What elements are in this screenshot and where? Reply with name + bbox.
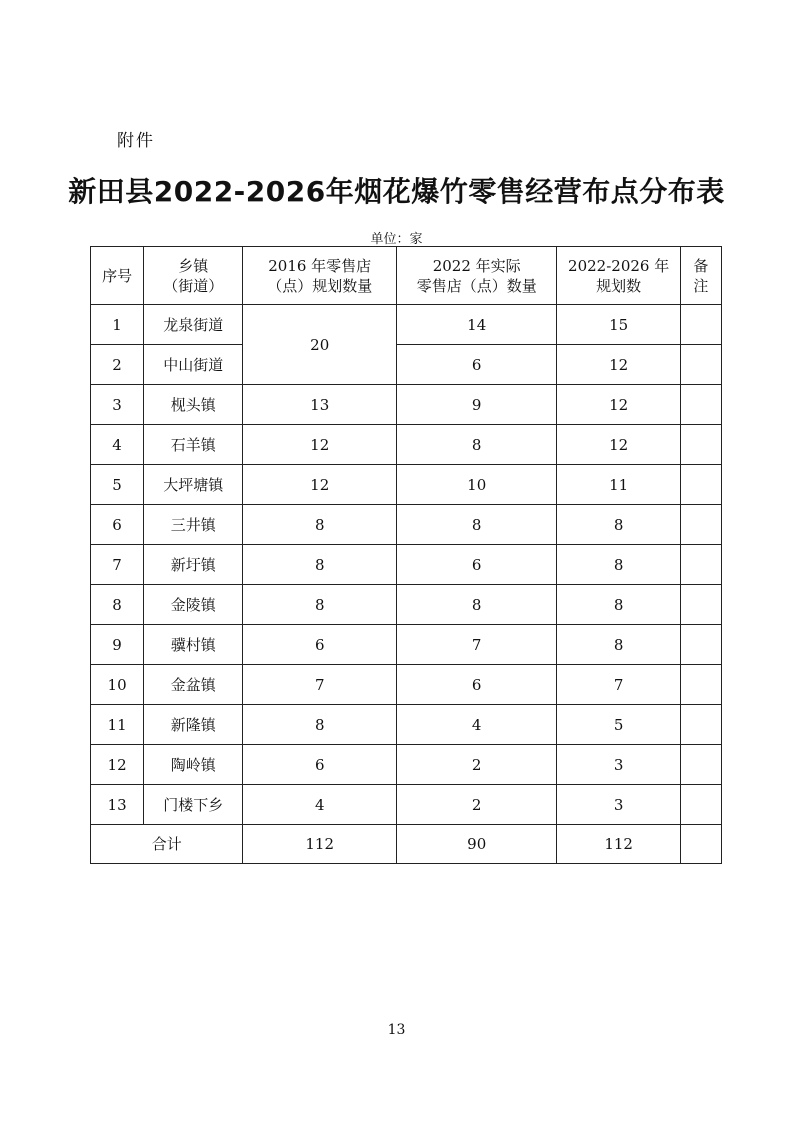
table-row (91, 545, 722, 585)
header-town (144, 247, 243, 305)
table-row (91, 585, 722, 625)
cell-note (680, 345, 721, 385)
cell-planned-2022-2026: 12 (557, 345, 680, 385)
table-row (91, 745, 722, 785)
cell-town: 大坪塘镇 (144, 465, 243, 505)
cell-no: 1 (91, 305, 144, 345)
cell-note (680, 585, 721, 625)
header-planned-2016-line: 2016 年零售店 (268, 256, 372, 275)
cell-no: 2 (91, 345, 144, 385)
cell-planned-2022-2026: 8 (557, 585, 680, 625)
cell-note (680, 785, 721, 825)
cell-actual-2022: 8 (396, 425, 557, 465)
cell-planned-2016: 4 (243, 785, 396, 825)
cell-planned-2022-2026: 8 (557, 545, 680, 585)
cell-note (680, 545, 721, 585)
header-planned-2016 (243, 247, 396, 305)
table-row (91, 505, 722, 545)
cell-note (680, 465, 721, 505)
cell-note (680, 505, 721, 545)
header-no: 序号 (91, 247, 144, 305)
cell-town: 新圩镇 (144, 545, 243, 585)
table-row (91, 625, 722, 665)
cell-town: 龙泉街道 (144, 305, 243, 345)
cell-town: 新隆镇 (144, 705, 243, 745)
cell-planned-2022-2026: 5 (557, 705, 680, 745)
cell-no: 9 (91, 625, 144, 665)
cell-town: 金盆镇 (144, 665, 243, 705)
header-actual-2022-line: 零售店（点）数量 (416, 276, 537, 295)
table-row (91, 425, 722, 465)
header-note-line: 注 (693, 276, 709, 295)
cell-planned-2022-2026: 12 (557, 425, 680, 465)
cell-planned-2022-2026: 3 (557, 785, 680, 825)
table-row (91, 665, 722, 705)
table-row (91, 345, 722, 385)
cell-town: 枧头镇 (144, 385, 243, 425)
cell-planned-2022-2026: 8 (557, 505, 680, 545)
cell-planned-2022-2026: 3 (557, 745, 680, 785)
header-planned-2016-line: （点）规划数量 (267, 276, 373, 295)
cell-actual-2022: 8 (396, 505, 557, 545)
cell-town: 石羊镇 (144, 425, 243, 465)
cell-actual-2022: 6 (396, 665, 557, 705)
cell-planned-2022-2026: 11 (557, 465, 680, 505)
cell-town: 骥村镇 (144, 625, 243, 665)
attachment-label: 附件 (117, 131, 155, 151)
header-planned-2022-2026-line: 2022-2026 年 (568, 256, 670, 275)
cell-actual-2022: 10 (396, 465, 557, 505)
distribution-table (90, 246, 722, 864)
header-town-line: （街道） (163, 276, 224, 295)
cell-town: 陶岭镇 (144, 745, 243, 785)
cell-actual-2022: 6 (396, 545, 557, 585)
cell-planned-2022-2026: 12 (557, 385, 680, 425)
cell-actual-2022: 2 (396, 785, 557, 825)
cell-no: 11 (91, 705, 144, 745)
cell-planned-2016: 8 (243, 545, 396, 585)
cell-note (680, 665, 721, 705)
cell-no: 13 (91, 785, 144, 825)
cell-no: 7 (91, 545, 144, 585)
page-title: 新田县2022-2026年烟花爆竹零售经营布点分布表 (68, 175, 725, 208)
cell-actual-2022: 9 (396, 385, 557, 425)
header-note (680, 247, 721, 305)
cell-note (680, 305, 721, 345)
cell-note (680, 625, 721, 665)
cell-note (680, 745, 721, 785)
header-planned-2022-2026-line: 规划数 (596, 276, 642, 295)
cell-no: 6 (91, 505, 144, 545)
cell-actual-2022: 8 (396, 585, 557, 625)
table-row (91, 385, 722, 425)
cell-note (680, 425, 721, 465)
cell-no: 5 (91, 465, 144, 505)
cell-planned-2016: 8 (243, 585, 396, 625)
header-actual-2022 (396, 247, 557, 305)
cell-actual-2022: 6 (396, 345, 557, 385)
cell-town: 门楼下乡 (144, 785, 243, 825)
cell-planned-2016: 6 (243, 625, 396, 665)
header-planned-2022-2026 (557, 247, 680, 305)
cell-actual-2022: 4 (396, 705, 557, 745)
total-actual-2022: 90 (396, 825, 557, 864)
cell-planned-2016: 12 (243, 425, 396, 465)
page-number: 13 (387, 1022, 406, 1038)
cell-no: 12 (91, 745, 144, 785)
cell-town: 金陵镇 (144, 585, 243, 625)
table-header-row (91, 247, 722, 305)
total-note (680, 825, 721, 864)
cell-no: 3 (91, 385, 144, 425)
table-row (91, 305, 722, 345)
header-town-line: 乡镇 (178, 256, 209, 275)
cell-planned-2016: 8 (243, 705, 396, 745)
cell-planned-2016: 20 (243, 305, 396, 385)
cell-town: 中山街道 (144, 345, 243, 385)
cell-actual-2022: 7 (396, 625, 557, 665)
cell-planned-2022-2026: 7 (557, 665, 680, 705)
cell-planned-2022-2026: 8 (557, 625, 680, 665)
cell-planned-2016: 7 (243, 665, 396, 705)
table-row (91, 705, 722, 745)
cell-actual-2022: 14 (396, 305, 557, 345)
header-actual-2022-line: 2022 年实际 (432, 256, 521, 275)
cell-town: 三井镇 (144, 505, 243, 545)
cell-no: 4 (91, 425, 144, 465)
cell-planned-2016: 13 (243, 385, 396, 425)
cell-no: 8 (91, 585, 144, 625)
cell-actual-2022: 2 (396, 745, 557, 785)
cell-planned-2016: 6 (243, 745, 396, 785)
total-planned-2016: 112 (243, 825, 396, 864)
cell-no: 10 (91, 665, 144, 705)
cell-planned-2016: 8 (243, 505, 396, 545)
total-row (91, 825, 722, 864)
cell-planned-2022-2026: 15 (557, 305, 680, 345)
cell-planned-2016: 12 (243, 465, 396, 505)
total-label: 合计 (91, 825, 243, 864)
total-planned-2022-2026: 112 (557, 825, 680, 864)
header-note-line: 备 (693, 256, 709, 275)
unit-label: 单位：家 (370, 232, 423, 247)
cell-note (680, 385, 721, 425)
cell-note (680, 705, 721, 745)
table-row (91, 465, 722, 505)
table-row (91, 785, 722, 825)
